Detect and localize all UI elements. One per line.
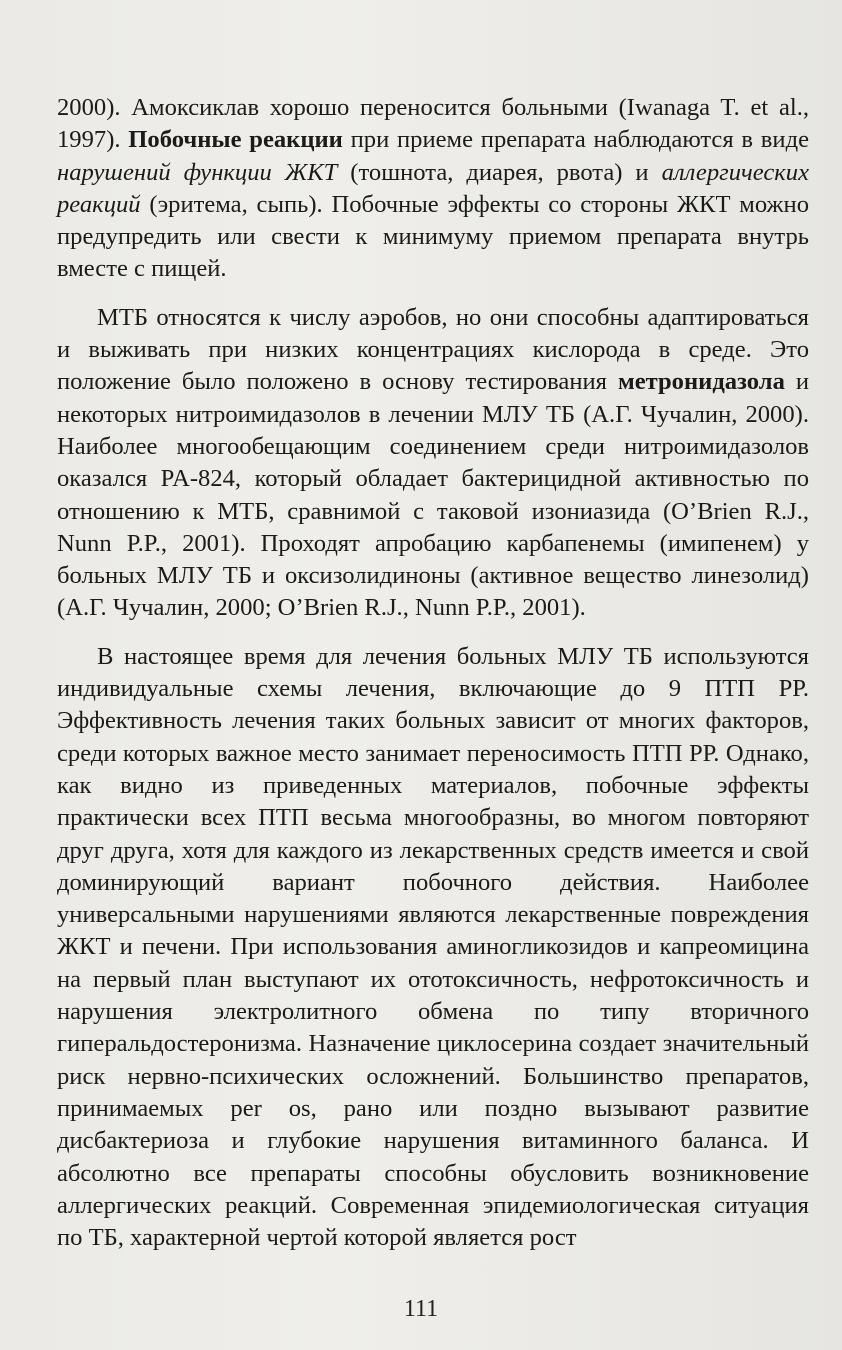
text-run: (тошнота, диарея, рвота) и <box>337 158 662 186</box>
body-text <box>57 92 809 1254</box>
paragraph-3 <box>57 641 809 1255</box>
text-run: и некоторых нитроимидазолов в лечении МЛУ ТБ (А.Г. Чучалин, 2000). Наиболее многообещающим соединением среди нитроимидазолов оказался PA-824, который обладает бактерицидной активностью по отношению к МТБ, сравнимой с таковой изониазида (O’Brien R.J., Nunn P.P., 2001). Проходят апробацию карбапенемы (имипенем) у больных МЛУ ТБ и оксизолидиноны (активное вещество линезолид) (А.Г. Чучалин, 2000; O’Brien R.J., Nunn P.P., 2001). <box>57 368 810 622</box>
italic-text: нарушений функции ЖКТ <box>57 158 338 186</box>
bold-text: Побочные реакции <box>128 126 343 154</box>
paragraph-1 <box>57 92 809 286</box>
page-number: 111 <box>403 1296 439 1322</box>
bold-text: метронидазола <box>617 368 785 396</box>
text-run: 2000). Амоксиклав хорошо переносится больными (Iwanaga T. et al., 1997). <box>57 94 809 154</box>
text-run: МТБ относятся к числу аэробов, но они способны адаптироваться и выживать при низких концентрациях кислорода в среде. Это положение было положено в основу тестирования <box>57 303 809 396</box>
paragraph-2 <box>57 302 809 625</box>
italic-text: аллергических реакций <box>57 158 809 218</box>
text-run: при приеме препарата наблюдаются в виде <box>342 126 809 154</box>
text-run: В настоящее время для лечения больных МЛУ ТБ используются индивидуальные схемы лечения, включающие до 9 ПТП РР. Эффективность лечения таких больных зависит от многих факторов, среди которых важное место занимает переносимость ПТП РР. Однако, как видно из приведенных материалов, побочные эффекты практически всех ПТП весьма многообразны, во многом повторяют друг друга, хотя для каждого из лекарственных средств имеется и свой доминирующий вариант побочного действия. Наиболее универсальными нарушениями являются лекарственные повреждения ЖКТ и печени. При использования аминогликозидов и капреомицина на первый план выступают их ототоксичность, нефротоксичность и нарушения электролитного обмена по типу вторичного гиперальдостеронизма. Назначение циклосерина создает значительный риск нервно-психических осложнений. Большинство препаратов, принимаемых per os, рано или поздно вызывают развитие дисбактериоза и глубокие нарушения витаминного баланса. И абсолютно все препараты способны обусловить возникновение аллергических реакций. Современная эпидемиологическая ситуация по ТБ, характерной чертой которой является рост <box>57 642 809 1252</box>
text-run: (эритема, сыпь). Побочные эффекты со стороны ЖКТ можно предупредить или свести к минимуму приемом препарата внутрь вместе с пищей. <box>57 190 809 283</box>
